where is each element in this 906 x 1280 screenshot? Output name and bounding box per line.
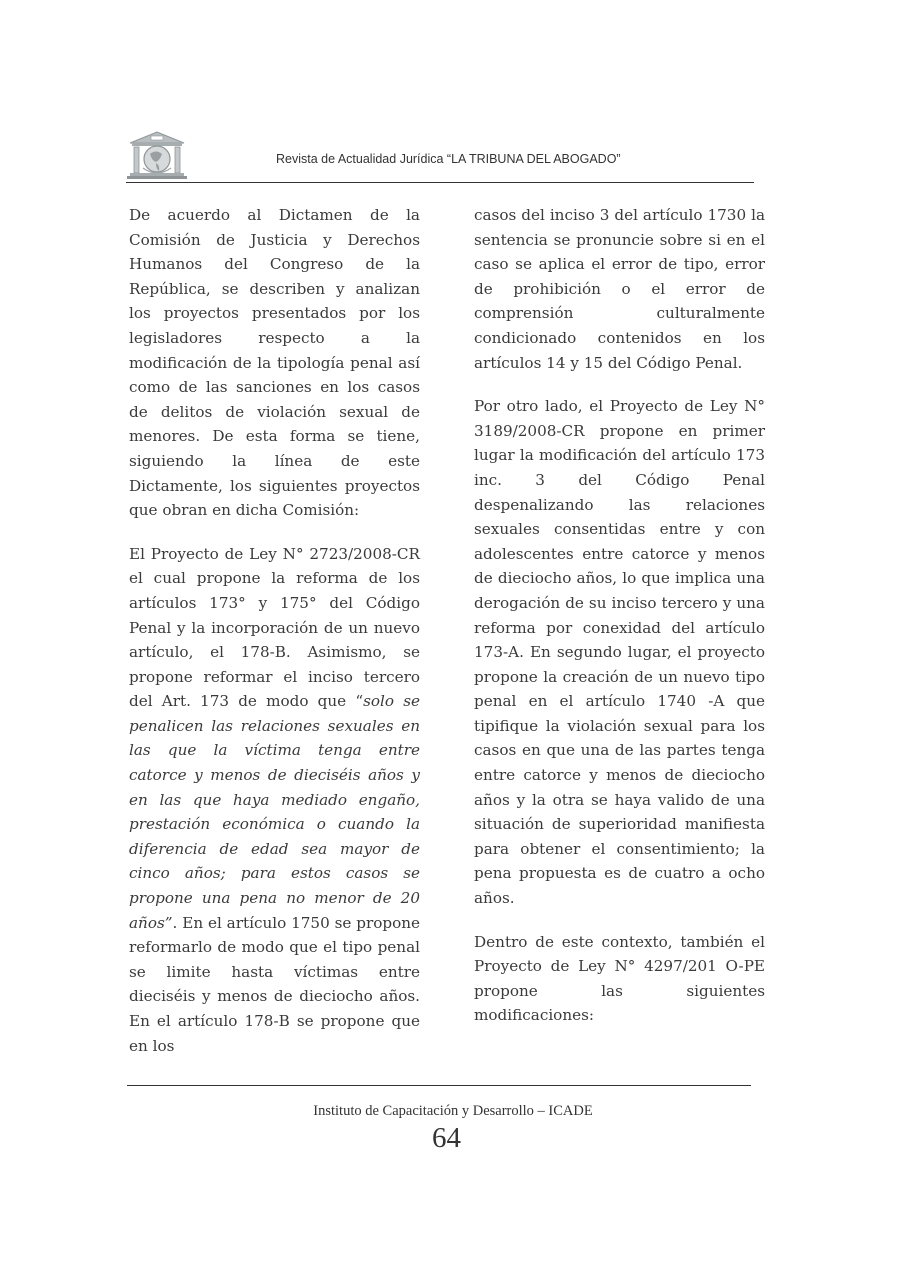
paragraph-intro: De acuerdo al Dictamen de la Comisión de Justicia y Derechos Humanos del Congreso de la República, se describen y analizan los proyectos presentados por los legisladores respecto a la modificación de la tipología penal así como de las sanciones en los casos de delitos de violación sexual de menores. De esta forma se tiene, siguiendo la línea de este Dictamente, los siguientes proyectos que obran en dicha Comisión: xyxy=(129,206,420,520)
header-divider xyxy=(126,182,754,183)
page-header xyxy=(126,130,754,184)
left-column xyxy=(129,203,420,1077)
italic-quote: solo se penalicen las relaciones sexuales en las que la víctima tenga entre catorce y menos de dieciséis años y en las que haya mediado engaño, prestación económica o cuando la diferencia de edad sea mayor de cinco años; para estos casos se propone una pena no menor de 20 años” xyxy=(129,692,420,932)
page-number: 64 xyxy=(432,1122,461,1154)
footer-institution: Instituto de Capacitación y Desarrollo – ICADE xyxy=(313,1103,593,1119)
paragraph-text: . En el artículo 1750 se propone reformarlo de modo que el tipo penal se limite hasta víctimas entre dieciséis y menos de dieciocho años. En el artículo 178-B se propone que en los xyxy=(129,913,420,1055)
footer-divider xyxy=(127,1085,751,1086)
paragraph-text: El Proyecto de Ley N° 2723/2008-CR el cual propone la reforma de los artículos 173° y 175° del Código Penal y la incorporación de un nuevo artículo, el 178-B. Asimismo, se propone reformar el inciso tercero del Art. 173 de modo que “ xyxy=(129,544,420,711)
paragraph-proyecto-3189: Por otro lado, el Proyecto de Ley N° 3189/2008-CR propone en primer lugar la modificación del artículo 173 inc. 3 del Código Penal despenalizando las relaciones sexuales consentidas entre y con adolescentes entre catorce y menos de dieciocho años, lo que implica una derogación de su inciso tercero y una reforma por conexidad del artículo 173-A. En segundo lugar, el proyecto propone la creación de un nuevo tipo penal en el artículo 1740 -A que tipifique la violación sexual para los casos en que una de las partes tenga entre catorce y menos de dieciocho años y la otra se haya valido de una situación de superioridad manifiesta para obtener el consentimiento; la pena propuesta es de cuatro a ocho años. xyxy=(474,397,765,908)
journal-title: Revista de Actualidad Jurídica “LA TRIBUNA DEL ABOGADO” xyxy=(276,152,621,166)
paragraph-continuation: casos del inciso 3 del artículo 1730 la sentencia se pronuncie sobre si en el caso se aplica el error de tipo, error de prohibición o el error de comprensión culturalmente condicionado contenidos en los artículos 14 y 15 del Código Penal. xyxy=(474,206,765,372)
paragraph-proyecto-2723 xyxy=(129,542,420,1058)
icade-logo-icon xyxy=(126,130,188,180)
right-column xyxy=(474,203,765,1047)
paragraph-proyecto-4297: Dentro de este contexto, también el Proyecto de Ley N° 4297/201 O-PE propone las siguientes modificaciones: xyxy=(474,932,765,1025)
